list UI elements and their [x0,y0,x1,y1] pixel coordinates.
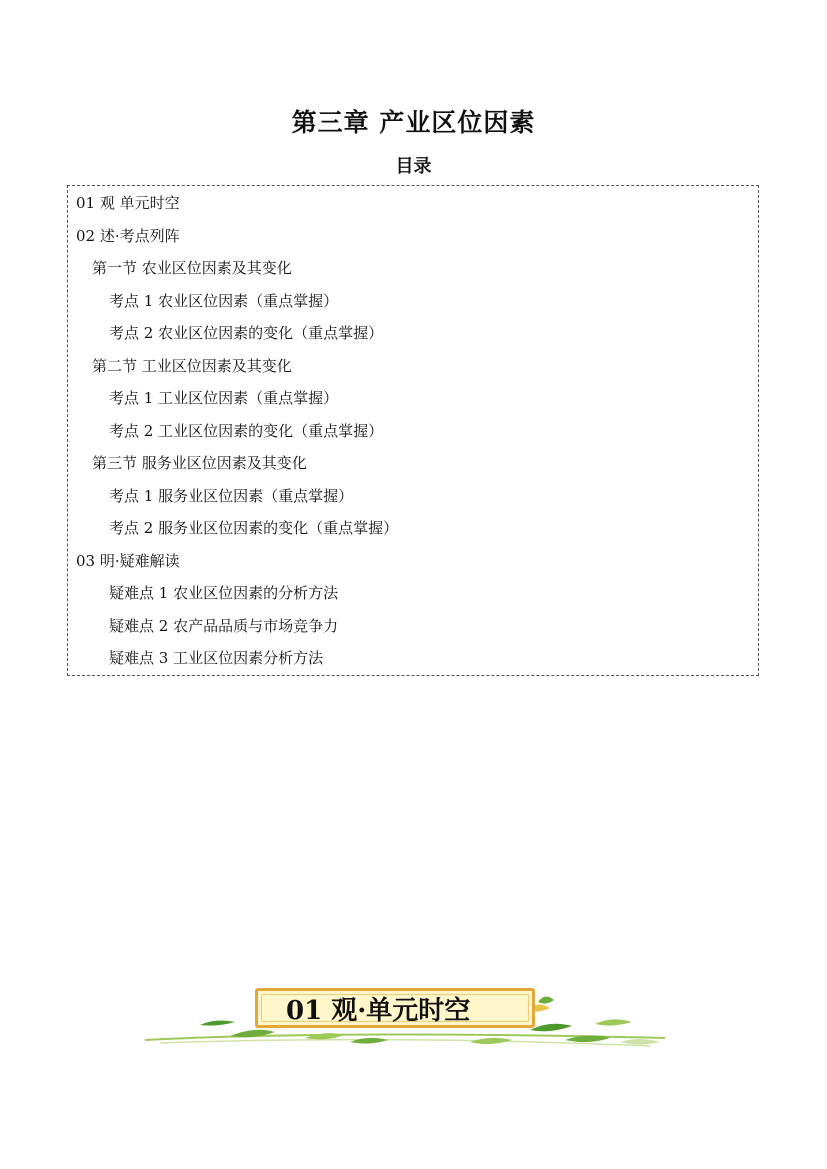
toc-entry[interactable]: 考点 1 农业区位因素（重点掌握） [109,292,339,310]
toc-entry[interactable]: 第三节 服务业区位因素及其变化 [92,454,307,472]
table-of-contents [67,185,759,676]
toc-entry[interactable]: 第二节 工业区位因素及其变化 [92,357,292,375]
section-banner [140,980,670,1060]
page-title: 第三章 产业区位因素 [291,108,536,137]
toc-entry[interactable]: 03 明·疑难解读 [76,552,180,570]
toc-entry[interactable]: 考点 1 服务业区位因素（重点掌握） [109,487,354,505]
toc-heading: 目录 [395,156,432,177]
toc-entry[interactable]: 考点 1 工业区位因素（重点掌握） [109,389,339,407]
toc-entry[interactable]: 考点 2 服务业区位因素的变化（重点掌握） [109,519,399,537]
toc-entry[interactable]: 疑难点 3 工业区位因素分析方法 [109,649,324,667]
banner-title: 01 观·单元时空 [286,996,471,1026]
toc-entry[interactable]: 疑难点 1 农业区位因素的分析方法 [109,584,339,602]
toc-entry[interactable]: 第一节 农业区位因素及其变化 [92,259,292,277]
toc-entry[interactable]: 疑难点 2 农产品品质与市场竞争力 [109,617,339,635]
toc-entry[interactable]: 02 述·考点列阵 [76,227,180,245]
toc-entry[interactable]: 考点 2 工业区位因素的变化（重点掌握） [109,422,384,440]
toc-entry[interactable]: 考点 2 农业区位因素的变化（重点掌握） [109,324,384,342]
toc-entry[interactable]: 01 观 单元时空 [76,194,180,212]
